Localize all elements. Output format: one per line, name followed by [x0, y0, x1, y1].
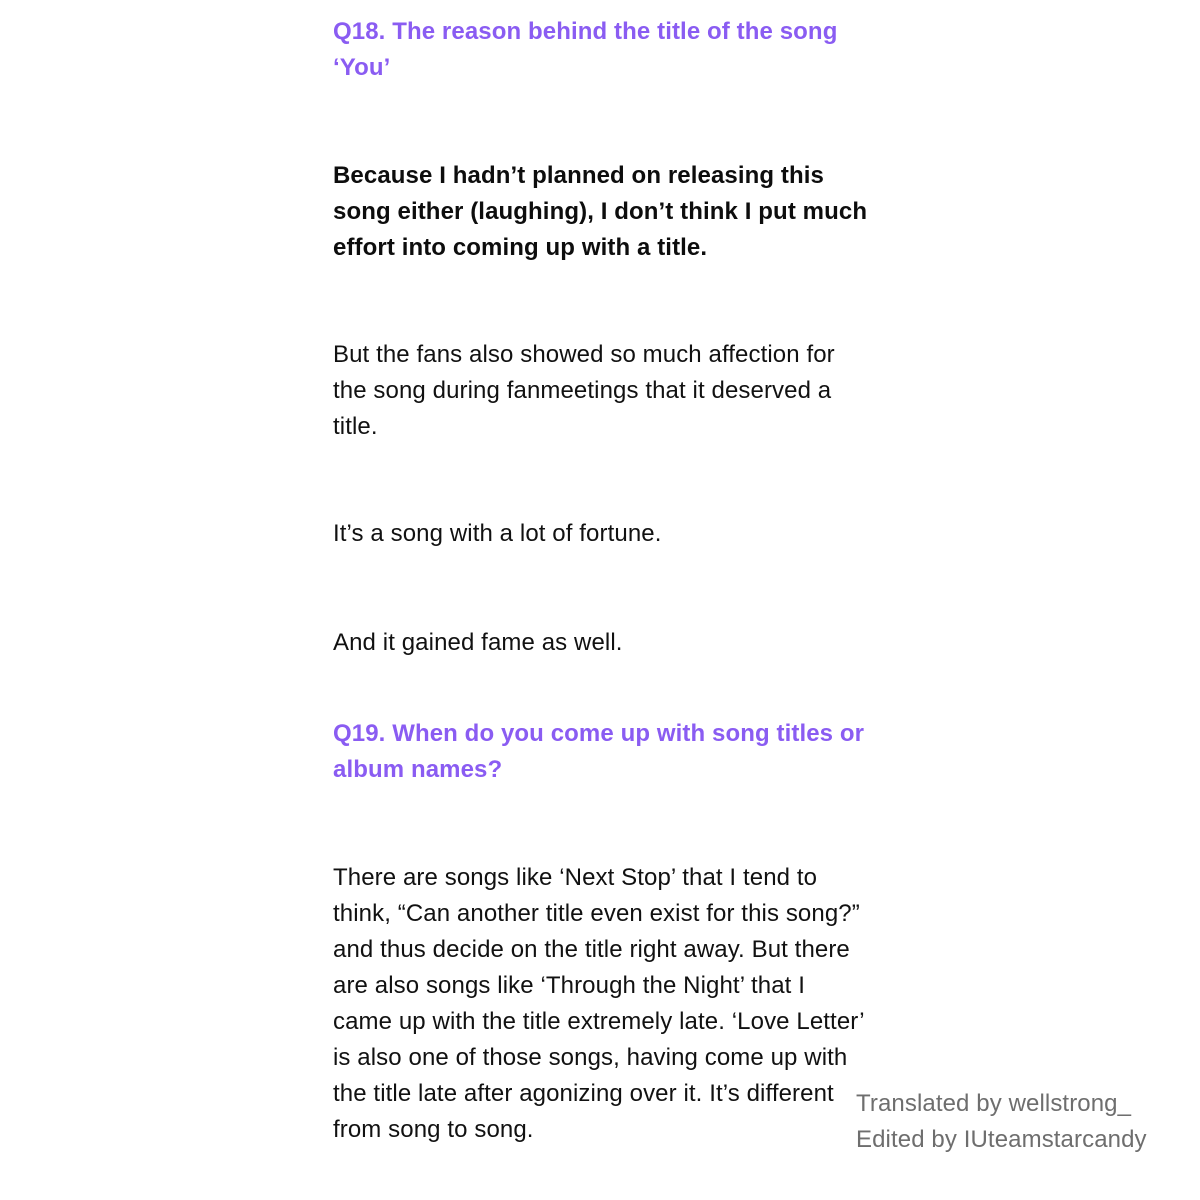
question-heading-q19: Q19. When do you come up with song titles or album names?	[333, 720, 865, 783]
answer-paragraph-q18-3: And it gained fame as well.	[333, 629, 623, 656]
question-heading-q18: Q18. The reason behind the title of the song ‘You’	[333, 18, 838, 81]
translation-credits	[856, 1086, 1186, 1158]
answer-paragraph-q18-2: It’s a song with a lot of fortune.	[333, 520, 662, 547]
editor-credit: Edited by IUteamstarcandy	[856, 1126, 1147, 1153]
translator-credit: Translated by wellstrong_	[856, 1090, 1132, 1117]
answer-paragraph-q18-1: But the fans also showed so much affection for the song during fanmeetings that it deserved a title.	[333, 341, 835, 440]
answer-bold-q18: Because I hadn’t planned on releasing this song either (laughing), I don’t think I put much effort into coming up with a title.	[333, 162, 868, 261]
answer-paragraph-q19: There are songs like ‘Next Stop’ that I tend to think, “Can another title even exist for this song?” and thus decide on the title right away. But there are also songs like ‘Through the Night’ that I came up with the title extremely late. ‘Love Letter’ is also one of those songs, having come up with the title late after agonizing over it. It’s different from song to song.	[333, 864, 864, 1143]
